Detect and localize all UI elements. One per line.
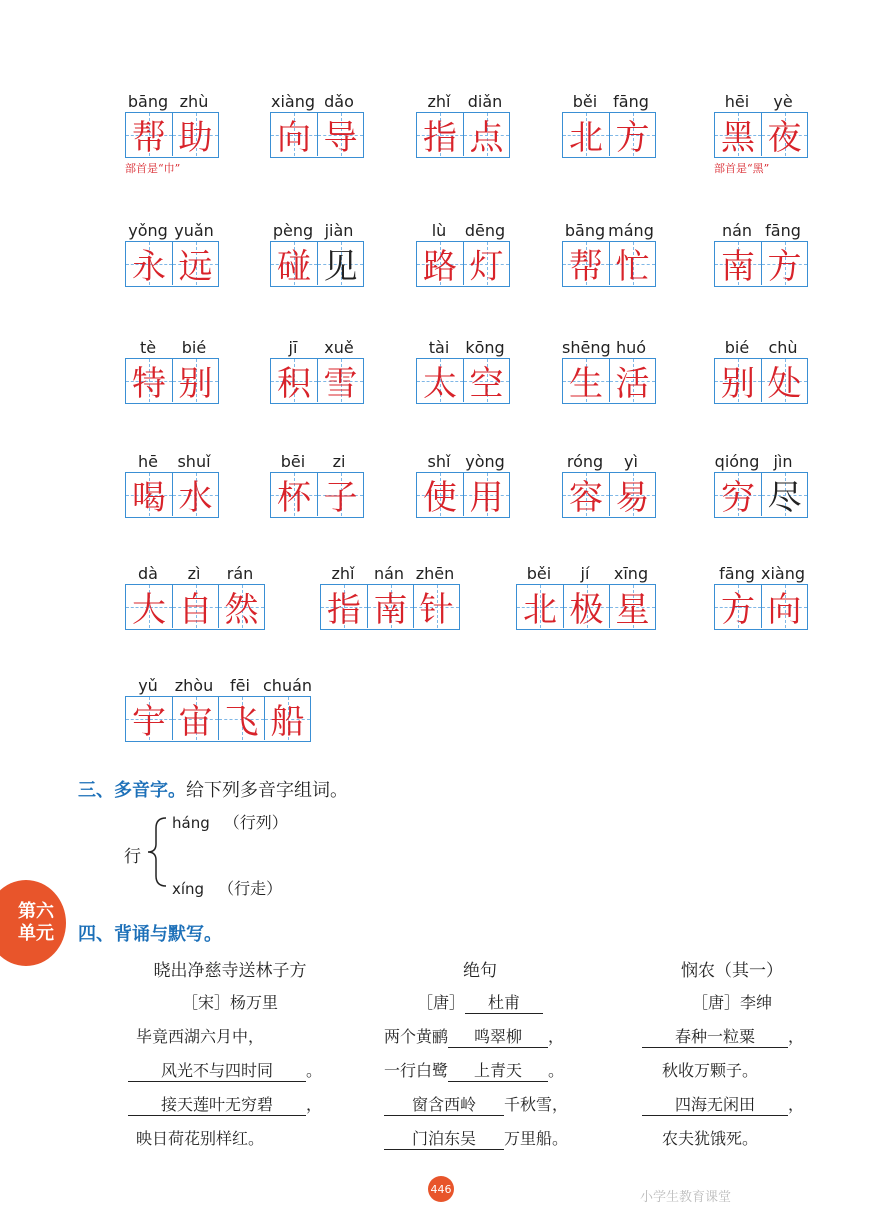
hanzi-char: 杯	[277, 478, 311, 518]
tianzige-cell	[563, 242, 609, 285]
hanzi-char: 宙	[178, 702, 213, 742]
poem-line: 接天莲叶无穷碧 ，	[110, 1092, 350, 1126]
hanzi-char: 指	[423, 118, 457, 158]
poem-line: 四海无闲田 ，	[612, 1092, 852, 1126]
hanzi-char: 夜	[767, 118, 802, 158]
tianzige-cell	[761, 473, 807, 516]
tianzige-grid	[714, 584, 808, 630]
tianzige-cell	[317, 473, 363, 516]
word-box	[416, 452, 511, 536]
hanzi-char: 帮	[132, 118, 166, 158]
hanzi-char: 北	[569, 118, 603, 158]
hanzi-char: 助	[178, 118, 213, 158]
hanzi-char: 黑	[721, 118, 755, 158]
word-box	[714, 338, 809, 422]
pinyin-syllable: fāng	[613, 92, 649, 111]
hanzi-char: 点	[469, 118, 504, 158]
poem-title: 悯农（其一）	[681, 961, 783, 981]
hanzi-char: 船	[270, 702, 305, 742]
word-box	[562, 92, 657, 176]
tianzige-cell	[417, 113, 463, 156]
tianzige-cell	[761, 359, 807, 402]
poem-line: 秋收万颗子。	[662, 1061, 759, 1080]
word-box	[125, 338, 220, 422]
tianzige-cell	[761, 113, 807, 156]
pinyin-syllable: jìn	[773, 452, 793, 471]
word-box	[125, 221, 220, 305]
tianzige-cell	[517, 585, 563, 628]
word-box	[270, 92, 365, 176]
hanzi-char: 路	[423, 247, 457, 287]
tianzige-cell	[367, 585, 413, 628]
tianzige-cell	[609, 473, 655, 516]
tianzige-grid	[562, 358, 656, 404]
hanzi-char: 别	[178, 364, 213, 404]
pinyin-syllable: hē	[138, 452, 158, 471]
unit-badge: 第六 单元	[0, 880, 66, 966]
tianzige-cell	[172, 242, 218, 285]
pinyin-syllable: xiàng	[270, 92, 315, 111]
tianzige-cell	[172, 697, 218, 740]
tianzige-grid	[125, 584, 265, 630]
pinyin-syllable: zhòu	[174, 676, 214, 695]
word-box	[125, 564, 266, 648]
hanzi-char: 喝	[132, 478, 166, 518]
poem-3	[612, 956, 852, 1160]
polyphone-char: 行	[124, 847, 141, 867]
pinyin-syllable: chuán	[263, 676, 313, 695]
tianzige-grid	[416, 472, 510, 518]
word-box	[270, 338, 365, 422]
hanzi-char: 极	[569, 590, 604, 630]
tianzige-grid	[270, 358, 364, 404]
poem-line: 两个黄鹂 鸣翠柳 ，	[360, 1024, 600, 1058]
pinyin-syllable: xuě	[324, 338, 354, 357]
pinyin-syllable: yǒng	[128, 221, 168, 240]
tianzige-grid	[416, 358, 510, 404]
tianzige-grid	[125, 472, 219, 518]
poem-line: 窗含西岭 千秋雪，	[360, 1092, 600, 1126]
poem-title: 绝句	[463, 961, 497, 981]
hanzi-char: 用	[469, 478, 504, 518]
pinyin-syllable: qióng	[714, 452, 760, 471]
tianzige-cell	[417, 359, 463, 402]
tianzige-grid	[270, 472, 364, 518]
poem-line: 农夫犹饿死。	[662, 1129, 759, 1148]
hanzi-char: 然	[224, 590, 259, 630]
tianzige-grid	[125, 241, 219, 287]
tianzige-grid	[416, 112, 510, 158]
pinyin-syllable: hēi	[724, 92, 750, 111]
word-box	[562, 452, 657, 536]
watermark: 小学生教育课堂	[640, 1190, 732, 1205]
word-box	[516, 564, 657, 648]
poem-1	[110, 956, 350, 1160]
pinyin-syllable: nán	[721, 221, 753, 240]
tianzige-cell	[463, 359, 509, 402]
pinyin-syllable: fāng	[765, 221, 801, 240]
hanzi-char: 尽	[767, 478, 802, 518]
pinyin-syllable: bié	[181, 338, 207, 357]
tianzige-grid	[270, 112, 364, 158]
poem-line: 风光不与四时同 。	[110, 1058, 350, 1092]
word-box	[270, 452, 365, 536]
pinyin-syllable: yì	[624, 452, 638, 471]
tianzige-cell	[126, 697, 172, 740]
hanzi-char: 处	[767, 364, 802, 404]
radical-note: 部首是“黑”	[714, 162, 770, 175]
tianzige-cell	[417, 242, 463, 285]
pinyin-syllable: dà	[138, 564, 158, 583]
hanzi-char: 宇	[132, 702, 166, 742]
brace-icon	[146, 816, 168, 888]
pinyin-syllable: shēng	[562, 338, 611, 357]
pinyin-syllable: zi	[332, 452, 346, 471]
tianzige-cell	[563, 359, 609, 402]
pinyin-syllable: bēi	[280, 452, 306, 471]
pinyin-syllable: rán	[226, 564, 254, 583]
pinyin-syllable: fāng	[719, 564, 755, 583]
tianzige-cell	[317, 113, 363, 156]
tianzige-cell	[563, 473, 609, 516]
tianzige-grid	[562, 112, 656, 158]
tianzige-cell	[126, 113, 172, 156]
polyphone-item-1: háng （行列）	[172, 813, 288, 832]
hanzi-char: 生	[569, 364, 603, 404]
word-box	[714, 92, 809, 176]
pinyin-syllable: xiàng	[760, 564, 805, 583]
pinyin-syllable: bāng	[564, 221, 606, 240]
poem-line: 毕竟西湖六月中，	[136, 1027, 265, 1046]
tianzige-cell	[126, 242, 172, 285]
tianzige-grid	[320, 584, 460, 630]
hanzi-char: 忙	[615, 247, 650, 287]
pinyin-syllable: máng	[608, 221, 654, 240]
tianzige-cell	[417, 473, 463, 516]
hanzi-char: 灯	[469, 247, 504, 287]
hanzi-char: 星	[615, 590, 650, 630]
hanzi-char: 向	[767, 590, 802, 630]
tianzige-grid	[516, 584, 656, 630]
tianzige-cell	[563, 113, 609, 156]
hanzi-char: 针	[419, 590, 454, 630]
tianzige-cell	[609, 242, 655, 285]
pinyin-syllable: běi	[526, 564, 552, 583]
tianzige-cell	[271, 473, 317, 516]
word-box	[320, 564, 461, 648]
tianzige-cell	[271, 242, 317, 285]
tianzige-cell	[126, 585, 172, 628]
word-box	[714, 452, 809, 536]
hanzi-char: 活	[615, 364, 650, 404]
tianzige-cell	[413, 585, 459, 628]
word-box	[125, 452, 220, 536]
word-box	[416, 221, 511, 305]
hanzi-char: 自	[178, 590, 213, 630]
hanzi-char: 导	[323, 118, 358, 158]
pinyin-syllable: chù	[768, 338, 798, 357]
tianzige-grid	[416, 241, 510, 287]
pinyin-syllable: zhǐ	[427, 92, 451, 111]
hanzi-char: 见	[323, 247, 358, 287]
hanzi-char: 雪	[323, 364, 358, 404]
tianzige-cell	[126, 473, 172, 516]
pinyin-syllable: jí	[580, 564, 590, 583]
hanzi-char: 指	[327, 590, 361, 630]
pinyin-syllable: róng	[566, 452, 604, 471]
tianzige-cell	[715, 359, 761, 402]
pinyin-syllable: xīng	[613, 564, 649, 583]
hanzi-char: 特	[132, 364, 166, 404]
tianzige-cell	[463, 113, 509, 156]
tianzige-grid	[714, 472, 808, 518]
pinyin-syllable: kōng	[465, 338, 505, 357]
hanzi-char: 向	[277, 118, 311, 158]
hanzi-char: 飞	[224, 702, 259, 742]
poem-line: 映日荷花别样红。	[136, 1129, 265, 1148]
hanzi-char: 方	[721, 590, 755, 630]
tianzige-cell	[715, 242, 761, 285]
hanzi-char: 碰	[277, 247, 311, 287]
hanzi-char: 容	[569, 478, 603, 518]
tianzige-cell	[321, 585, 367, 628]
tianzige-grid	[714, 241, 808, 287]
poem-author: ［宋］杨万里	[181, 993, 278, 1012]
tianzige-cell	[126, 359, 172, 402]
poem-line: 一行白鹭 上青天 。	[360, 1058, 600, 1092]
tianzige-cell	[271, 113, 317, 156]
tianzige-cell	[463, 242, 509, 285]
tianzige-cell	[218, 585, 264, 628]
pinyin-syllable: bié	[724, 338, 750, 357]
poem-2	[360, 956, 600, 1160]
pinyin-syllable: dǎo	[324, 92, 354, 111]
hanzi-char: 北	[523, 590, 557, 630]
pinyin-syllable: zhēn	[415, 564, 455, 583]
word-box	[714, 564, 809, 648]
pinyin-syllable: běi	[572, 92, 598, 111]
hanzi-char: 南	[721, 247, 755, 287]
hanzi-char: 大	[132, 590, 166, 630]
tianzige-cell	[761, 585, 807, 628]
pinyin-syllable: zhǐ	[331, 564, 355, 583]
hanzi-char: 太	[423, 364, 457, 404]
word-box	[270, 221, 365, 305]
word-box	[562, 338, 657, 422]
hanzi-char: 空	[469, 364, 504, 404]
tianzige-grid	[270, 241, 364, 287]
poem-title: 晓出净慈寺送林子方	[153, 961, 307, 981]
section-3-title: 三、多音字。给下列多音字组词。	[78, 780, 348, 801]
pinyin-syllable: yǔ	[138, 676, 158, 695]
poem-line: 春种一粒粟 ，	[612, 1024, 852, 1058]
section-4-title: 四、背诵与默写。	[78, 924, 222, 945]
hanzi-char: 水	[178, 478, 213, 518]
tianzige-grid	[714, 112, 808, 158]
hanzi-char: 方	[615, 118, 650, 158]
tianzige-cell	[609, 113, 655, 156]
hanzi-char: 别	[721, 364, 755, 404]
pinyin-syllable: tè	[139, 338, 157, 357]
tianzige-cell	[761, 242, 807, 285]
hanzi-char: 南	[373, 590, 408, 630]
pinyin-syllable: lù	[431, 221, 447, 240]
tianzige-cell	[218, 697, 264, 740]
hanzi-char: 远	[178, 247, 213, 287]
hanzi-char: 帮	[569, 247, 603, 287]
tianzige-grid	[562, 241, 656, 287]
word-box	[416, 338, 511, 422]
poem-author: ［唐］ 杜甫	[360, 990, 600, 1024]
pinyin-syllable: nán	[373, 564, 405, 583]
pinyin-syllable: tài	[428, 338, 450, 357]
pinyin-syllable: yè	[773, 92, 793, 111]
pinyin-syllable: dēng	[464, 221, 506, 240]
tianzige-cell	[172, 473, 218, 516]
tianzige-cell	[172, 585, 218, 628]
pinyin-syllable: shuǐ	[177, 452, 211, 471]
word-box	[125, 92, 220, 176]
hanzi-char: 子	[323, 478, 358, 518]
word-box	[125, 676, 312, 760]
pinyin-syllable: fēi	[230, 676, 250, 695]
tianzige-cell	[563, 585, 609, 628]
poem-line: 门泊东吴 万里船。	[360, 1126, 600, 1160]
word-box	[416, 92, 511, 176]
tianzige-cell	[715, 585, 761, 628]
poem-author: ［唐］李绅	[691, 993, 772, 1012]
pinyin-syllable: yuǎn	[174, 221, 214, 240]
pinyin-syllable: jī	[288, 338, 298, 357]
pinyin-syllable: bāng	[127, 92, 169, 111]
pinyin-syllable: diǎn	[467, 92, 503, 111]
tianzige-cell	[172, 359, 218, 402]
hanzi-char: 易	[615, 478, 650, 518]
hanzi-char: 积	[277, 364, 311, 404]
tianzige-grid	[714, 358, 808, 404]
tianzige-grid	[125, 358, 219, 404]
hanzi-char: 穷	[721, 478, 755, 518]
word-box	[562, 221, 657, 305]
pinyin-syllable: shǐ	[427, 452, 451, 471]
tianzige-cell	[463, 473, 509, 516]
page-number: 446	[428, 1176, 454, 1202]
tianzige-grid	[562, 472, 656, 518]
pinyin-syllable: zhù	[179, 92, 209, 111]
hanzi-char: 永	[132, 247, 166, 287]
polyphone-item-2: xíng （行走）	[172, 879, 283, 898]
tianzige-grid	[125, 696, 311, 742]
tianzige-cell	[715, 113, 761, 156]
hanzi-char: 使	[423, 478, 457, 518]
tianzige-cell	[271, 359, 317, 402]
tianzige-cell	[317, 242, 363, 285]
pinyin-syllable: zì	[187, 564, 201, 583]
tianzige-cell	[609, 585, 655, 628]
tianzige-cell	[172, 113, 218, 156]
pinyin-syllable: pèng	[272, 221, 314, 240]
tianzige-cell	[317, 359, 363, 402]
word-box	[714, 221, 809, 305]
pinyin-syllable: yòng	[465, 452, 505, 471]
pinyin-syllable: huó	[615, 338, 647, 357]
tianzige-cell	[715, 473, 761, 516]
tianzige-cell	[264, 697, 310, 740]
pinyin-syllable: jiàn	[324, 221, 354, 240]
tianzige-cell	[609, 359, 655, 402]
tianzige-grid	[125, 112, 219, 158]
hanzi-char: 方	[767, 247, 802, 287]
radical-note: 部首是“巾”	[125, 162, 181, 175]
